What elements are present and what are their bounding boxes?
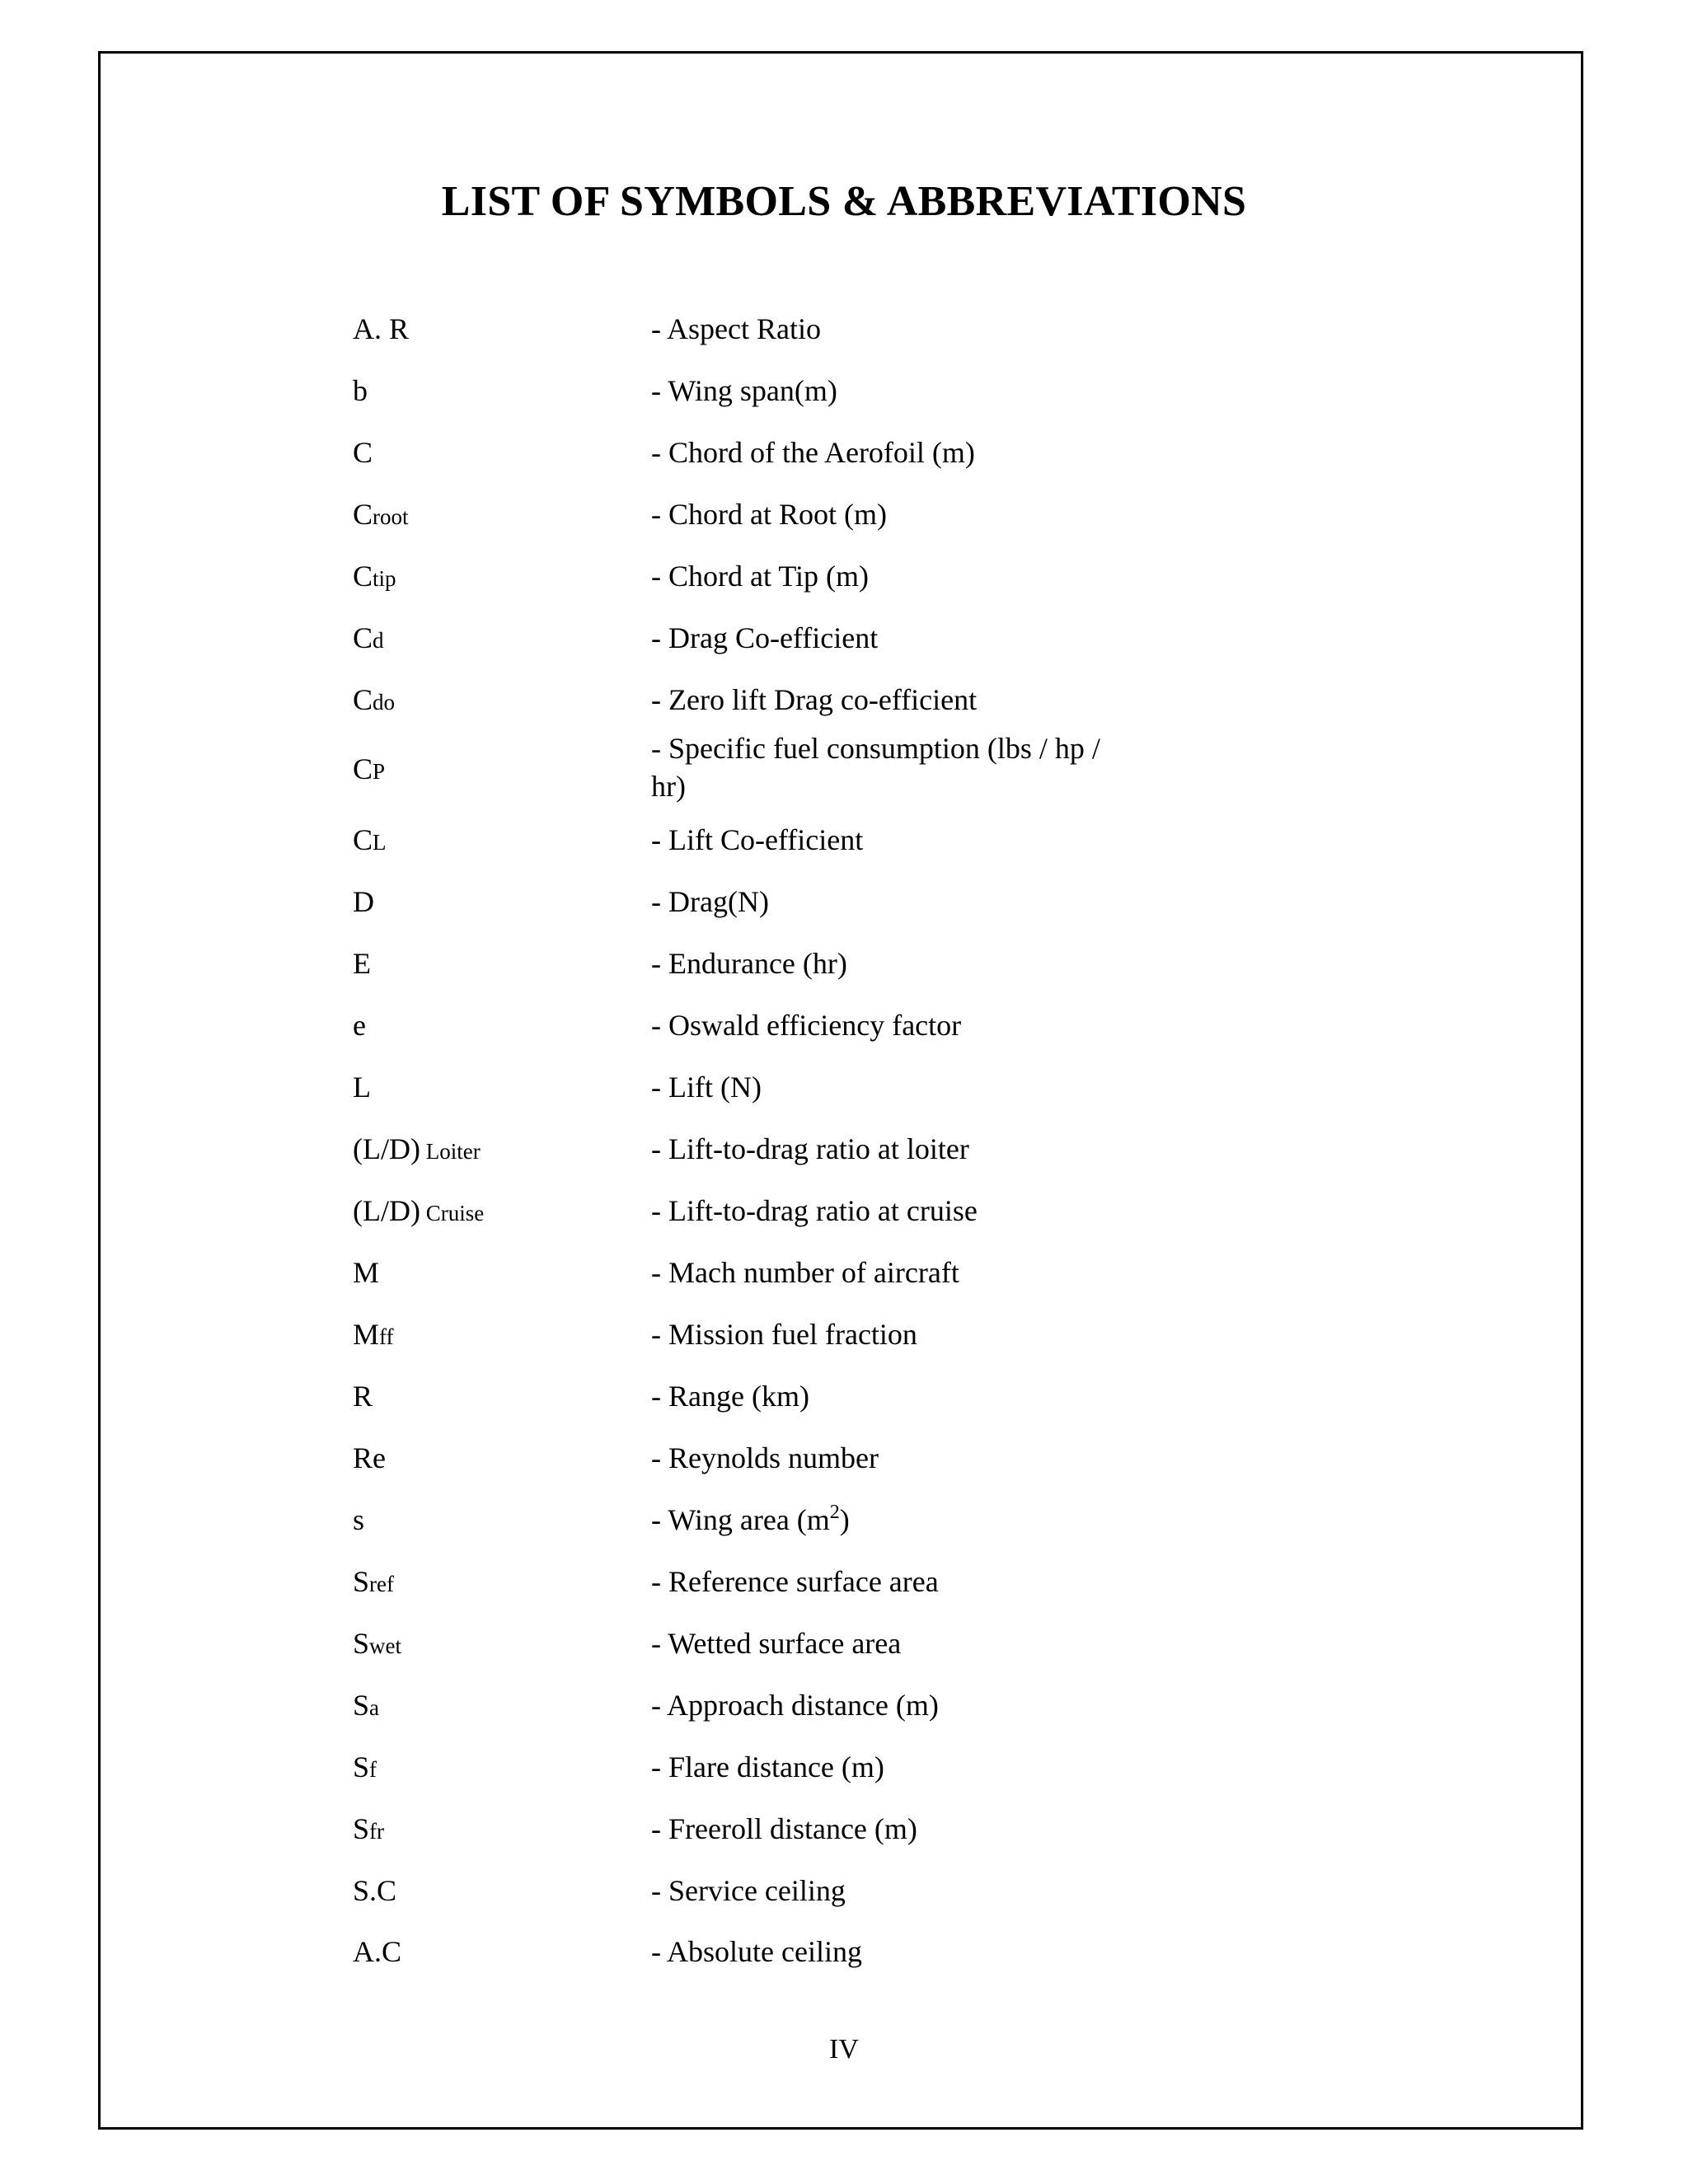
symbol-subscript: fr	[369, 1819, 385, 1844]
symbol: CP	[353, 752, 386, 785]
description: - Freeroll distance (m)	[651, 1812, 917, 1845]
symbol: M	[353, 1256, 380, 1289]
symbol-subscript: P	[373, 759, 386, 784]
symbol: Sf	[353, 1750, 377, 1783]
description: - Chord at Tip (m)	[651, 560, 870, 593]
description: - Approach distance (m)	[651, 1689, 939, 1722]
description: - Specific fuel consumption (lbs / hp / hr)	[651, 732, 1100, 803]
symbol: Re	[353, 1441, 386, 1474]
symbol: s	[353, 1503, 365, 1536]
symbol: A. R	[353, 312, 410, 345]
description: - Wing area $(m^2)$	[651, 1502, 850, 1536]
description: - Chord of the Aerofoil (m)	[651, 436, 975, 469]
description: - Reynolds number	[651, 1441, 879, 1474]
description: - Lift-to-drag ratio at loiter	[651, 1132, 969, 1165]
superscript: 2	[829, 1502, 840, 1523]
description: - Reference surface area	[651, 1565, 939, 1598]
symbol: L	[353, 1071, 371, 1104]
description: - Mission fuel fraction	[651, 1318, 917, 1351]
page-number: IV	[829, 2034, 859, 2064]
description: - Chord at Root (m)	[651, 498, 887, 531]
symbol: C	[353, 436, 373, 469]
symbol: Croot	[353, 498, 409, 531]
description: - Flare distance (m)	[651, 1750, 884, 1783]
description: - Aspect Ratio	[651, 312, 821, 345]
symbol: R	[353, 1380, 373, 1413]
symbol: Swet	[353, 1627, 402, 1660]
description: - Range (km)	[651, 1380, 809, 1413]
symbol-subscript: a	[369, 1695, 380, 1720]
description: - Service ceiling	[651, 1874, 846, 1907]
description: - Oswald efficiency factor	[651, 1009, 962, 1042]
symbol-subscript: f	[369, 1757, 377, 1782]
description: - Lift (N)	[651, 1071, 762, 1104]
symbol-subscript: do	[373, 690, 396, 715]
description: - Mach number of aircraft	[651, 1256, 959, 1289]
symbol: Cd	[353, 621, 384, 654]
symbol-subscript: wet	[369, 1633, 402, 1658]
symbol-subscript: L	[373, 830, 387, 855]
symbol-subscript: Cruise	[420, 1201, 485, 1226]
symbol: e	[353, 1009, 366, 1042]
page-title: LIST OF SYMBOLS & ABBREVIATIONS	[441, 178, 1247, 225]
symbol: D	[353, 885, 374, 918]
description: - Lift Co-efficient	[651, 823, 864, 856]
description: - Endurance (hr)	[651, 947, 847, 980]
symbol-subscript: d	[373, 628, 384, 653]
symbol: Ctip	[353, 560, 396, 593]
symbol: CL	[353, 823, 387, 856]
symbol: S.C	[353, 1874, 397, 1907]
description: - Zero lift Drag co-efficient	[651, 683, 978, 716]
symbol: (L/D) Loiter	[353, 1132, 481, 1165]
symbol: Sref	[353, 1565, 394, 1598]
symbol: Cdo	[353, 683, 396, 716]
symbol: b	[353, 374, 368, 407]
symbol-subscript: tip	[373, 566, 396, 591]
symbol-subscript: root	[373, 504, 409, 529]
symbol: Sa	[353, 1689, 380, 1722]
description: - Wing span(m)	[651, 374, 837, 407]
symbol: Sfr	[353, 1812, 385, 1845]
symbol-subscript: ff	[379, 1324, 394, 1349]
description: - Lift-to-drag ratio at cruise	[651, 1194, 978, 1227]
description: - Drag(N)	[651, 885, 769, 918]
symbol: Mff	[353, 1318, 394, 1351]
description: - Wetted surface area	[651, 1627, 902, 1660]
symbol-subscript: Loiter	[420, 1139, 481, 1164]
symbol: A.C	[353, 1935, 402, 1968]
symbol: (L/D) Cruise	[353, 1194, 485, 1227]
description: - Drag Co-efficient	[651, 621, 879, 654]
symbol: E	[353, 947, 371, 980]
symbol-subscript: ref	[369, 1572, 394, 1596]
description: - Absolute ceiling	[651, 1935, 862, 1968]
